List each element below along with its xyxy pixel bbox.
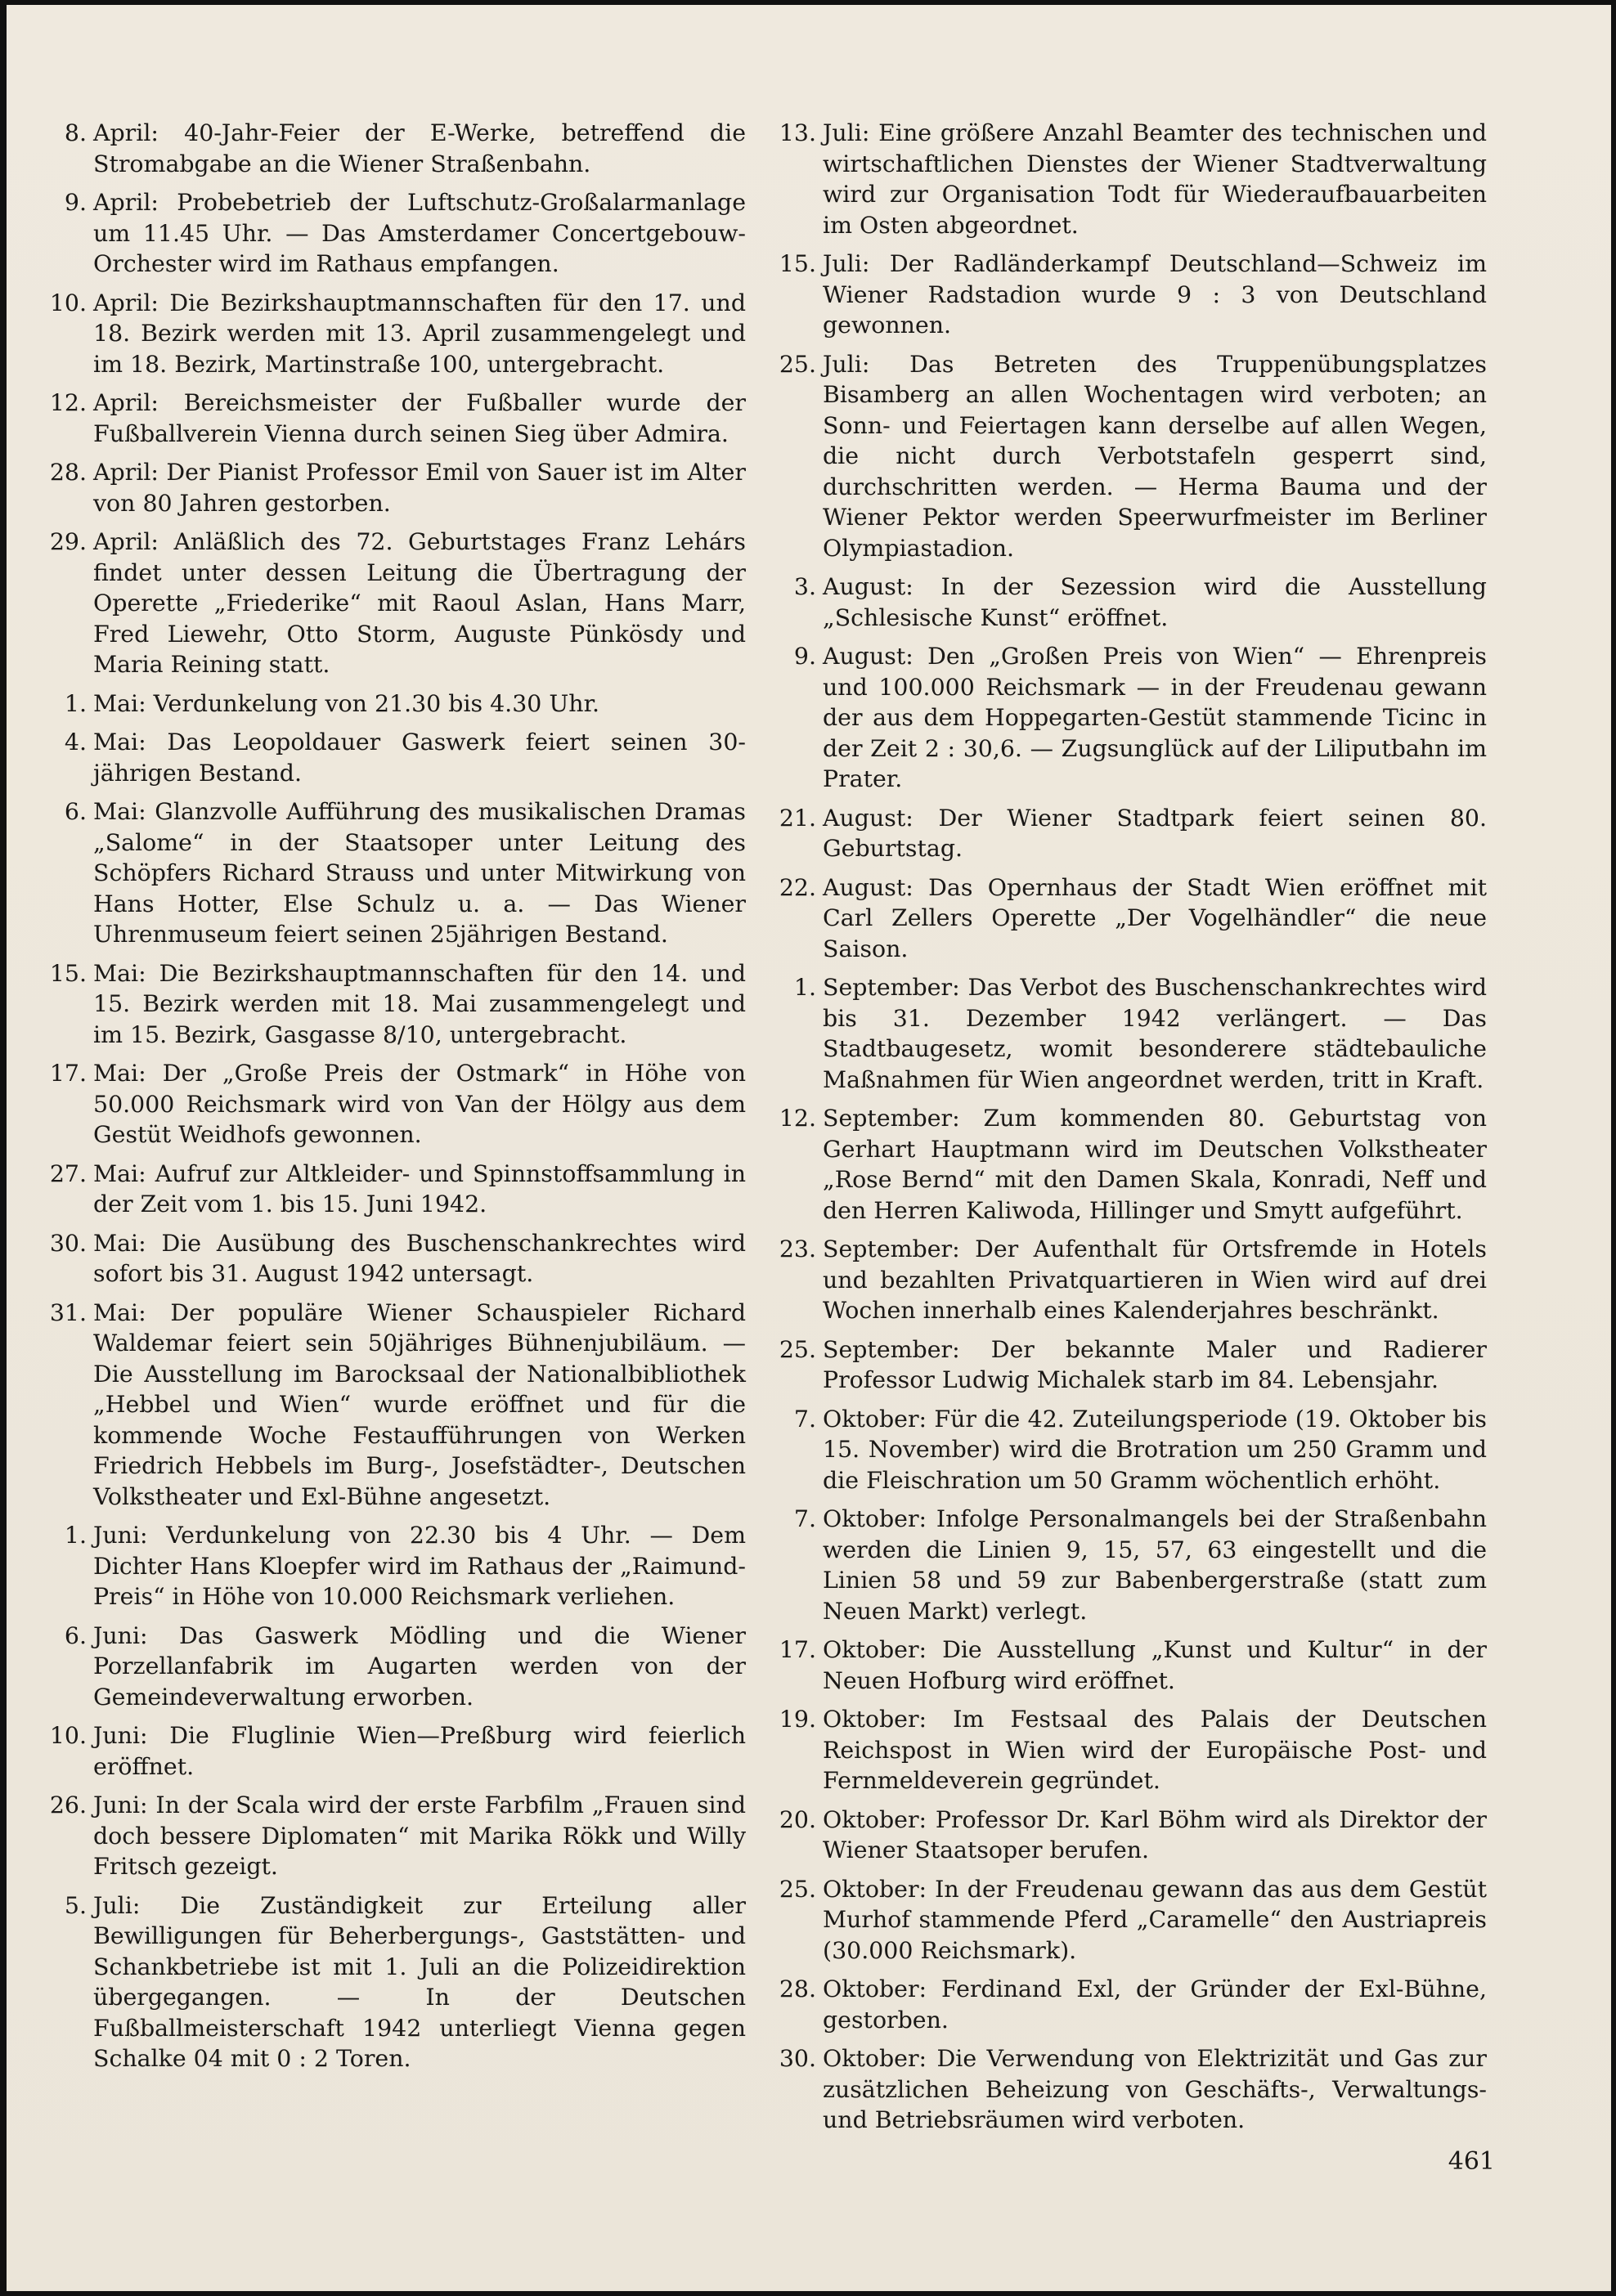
entry-day: 31. [49,1298,87,1326]
entry-text: Mai: Glanzvolle Aufführung des musikalischen Dramas „Salome“ in der Staatsoper unter Leitung des Schöpfers Richard Strauss und unter Mitwirkung von Hans Hotter, Else Schulz u. a. — Das Wiener Uhrenmuseum feiert seinen 25jährigen Bestand. [93,798,746,948]
chronicle-entry [46,1790,746,1882]
entry-day: 28. [779,1975,816,2002]
entry-text: Mai: Der „Große Preis der Ostmark“ in Höhe von 50.000 Reichsmark wird von Van der Hölgy aus dem Gestüt Weidhofs gewonnen. [93,1060,746,1148]
entry-day: 22. [779,873,816,901]
chronicle-entry [775,2043,1487,2136]
entry-day: 7. [793,1405,816,1433]
entry-day: 25. [779,1335,816,1363]
entry-text: August: Das Opernhaus der Stadt Wien eröffnet mit Carl Zellers Operette „Der Vogelhändler“ die neue Saison. [823,873,1487,962]
entry-text: September: Das Verbot des Buschenschankrechtes wird bis 31. Dezember 1942 verlängert. — Das Stadtbaugesetz, womit besonderere städtebauliche Maßnahmen für Wien angeordnet werden, tritt in Kraft. [823,974,1487,1093]
entry-text: Juni: Das Gaswerk Mödling und die Wiener Porzellanfabrik im Augarten werden von der Gemeindeverwaltung erworben. [93,1621,746,1711]
chronicle-entry [775,349,1487,564]
chronicle-entry [46,1159,746,1220]
entry-text: Oktober: Für die 42. Zuteilungsperiode (19. Oktober bis 15. November) wird die Brotration um 250 Gramm und die Fleischration um 50 Gramm wöchentlich erhöht. [823,1405,1487,1494]
entry-day: 20. [779,1805,816,1833]
chronicle-entry [46,1058,746,1150]
entry-day: 6. [64,798,87,825]
entry-day: 1. [64,1522,87,1549]
chronicle-entry [46,796,746,950]
chronicle-entry [46,388,746,449]
chronicle-entry [46,1720,746,1782]
page-number: 461 [1448,2147,1495,2176]
chronicle-entry [46,457,746,518]
entry-day: 19. [779,1706,816,1733]
entry-text: Mai: Aufruf zur Altkleider- und Spinnstoffsammlung in der Zeit vom 1. bis 15. Juni 1942. [93,1159,746,1218]
entry-text: Oktober: Die Verwendung von Elektrizität und Gas zur zusätzlichen Beheizung von Geschäfts-, Verwaltungs- und Betriebsräumen wird verboten. [823,2045,1487,2133]
chronicle-entry [775,641,1487,795]
entry-day: 1. [64,689,87,717]
entry-day: 5. [64,1891,87,1919]
entry-day: 25. [779,1875,816,1903]
chronicle-entry [775,1103,1487,1226]
chronicle-entry [46,288,746,380]
chronicle-entry [46,958,746,1051]
chronicle-entry [46,1298,746,1513]
entry-text: Mai: Verdunkelung von 21.30 bis 4.30 Uhr. [93,689,600,717]
entry-text: Juli: Die Zuständigkeit zur Erteilung aller Bewilligungen für Beherbergungs-, Gaststätten- und Schankbetriebe ist mit 1. Juli an die Polizeidirektion übergegangen. — In der Deutschen Fußballmeisterschaft 1942 unterliegt Vienna gegen Schalke 04 mit 0 : 2 Toren. [93,1891,746,2072]
entry-day: 29. [49,528,87,555]
chronicle-entry [775,803,1487,864]
entry-text: Juni: Verdunkelung von 22.30 bis 4 Uhr. — Dem Dichter Hans Kloepfer wird im Rathaus der „Raimund-Preis“ in Höhe von 10.000 Reichsmark verliehen. [93,1522,746,1610]
entry-text: Mai: Das Leopoldauer Gaswerk feiert seinen 30-jährigen Bestand. [93,729,746,787]
entry-text: September: Der Aufenthalt für Ortsfremde in Hotels und bezahlten Privatquartieren in Wien wird auf drei Wochen innerhalb eines Kalenderjahres beschränkt. [823,1235,1487,1324]
entry-day: 17. [49,1060,87,1087]
entry-text: Mai: Die Bezirkshauptmannschaften für den 14. und 15. Bezirk werden mit 18. Mai zusammengelegt und im 15. Bezirk, Gasgasse 8/10, untergebracht. [93,959,746,1048]
entry-text: Juli: Das Betreten des Truppenübungsplatzes Bisamberg an allen Wochentagen wird verboten; an Sonn- und Feiertagen kann derselbe auf allen Wegen, die nicht durch Verbotstafeln gesperrt sind, durchschritten werden. — Herma Bauma und der Wiener Pektor werden Speerwurfmeister im Berliner Olympiastadion. [823,350,1487,562]
entry-day: 8. [64,119,87,146]
entry-text: Oktober: Im Festsaal des Palais der Deutschen Reichspost in Wien wird der Europäische Post- und Fernmeldeverein gegründet. [823,1706,1487,1794]
chronicle-entry [775,1635,1487,1696]
chronicle-entry [775,1874,1487,1966]
entry-text: Mai: Der populäre Wiener Schauspieler Richard Waldemar feiert sein 50jähriges Bühnenjubiläum. — Die Ausstellung im Barocksaal der Nationalbibliothek „Hebbel und Wien“ wurde eröffnet und für die kommende Woche Festaufführungen von Werken Friedrich Hebbels im Burg-, Josefstädter-, Deutschen Volkstheater und Exl-Bühne angesetzt. [93,1298,746,1510]
entry-text: Oktober: Die Ausstellung „Kunst und Kultur“ in der Neuen Hofburg wird eröffnet. [823,1636,1487,1694]
entry-text: Juni: Die Fluglinie Wien—Preßburg wird feierlich eröffnet. [93,1722,746,1780]
entry-day: 23. [779,1235,816,1262]
entry-day: 15. [779,250,816,277]
chronicle-entry [46,187,746,280]
chronicle-entry [46,527,746,680]
entry-text: April: Bereichsmeister der Fußballer wurde der Fußballverein Vienna durch seinen Sieg über Admira. [93,389,746,447]
right-column [775,118,1487,2144]
entry-text: Juli: Der Radländerkampf Deutschland—Schweiz im Wiener Radstadion wurde 9 : 3 von Deutschland gewonnen. [823,250,1487,339]
chronicle-entry [775,249,1487,341]
chronicle-entry [775,1805,1487,1866]
chronicle-entry [46,1520,746,1612]
entry-day: 26. [49,1792,87,1818]
entry-day: 30. [49,1229,87,1257]
entry-text: Oktober: Professor Dr. Karl Böhm wird als Direktor der Wiener Staatsoper berufen. [823,1805,1487,1863]
entry-text: April: Der Pianist Professor Emil von Sauer ist im Alter von 80 Jahren gestorben. [93,459,746,517]
entry-text: Mai: Die Ausübung des Buschenschankrechtes wird sofort bis 31. August 1942 untersagt. [93,1229,746,1287]
entry-day: 30. [779,2045,816,2072]
entry-day: 7. [793,1505,816,1532]
entry-day: 17. [779,1636,816,1663]
entry-day: 12. [779,1105,816,1132]
entry-day: 27. [49,1159,87,1187]
entry-text: August: Den „Großen Preis von Wien“ — Ehrenpreis und 100.000 Reichsmark — in der Freudenau gewann der aus dem Hoppegarten-Gestüt stammende Ticinc in der Zeit 2 : 30,6. — Zugsunglück auf der Liliputbahn im Prater. [823,643,1487,792]
chronicle-entry [775,118,1487,240]
entry-text: September: Der bekannte Maler und Radierer Professor Ludwig Michalek starb im 84. Lebensjahr. [823,1335,1487,1393]
entry-day: 1. [793,974,816,1001]
chronicle-entry [775,1704,1487,1796]
chronicle-entry [775,972,1487,1095]
entry-day: 15. [49,959,87,987]
entry-text: April: Probebetrieb der Luftschutz-Großalarmanlage um 11.45 Uhr. — Das Amsterdamer Concertgebouw-Orchester wird im Rathaus empfangen. [93,189,746,277]
entry-day: 21. [779,804,816,832]
entry-text: September: Zum kommenden 80. Geburtstag von Gerhart Hauptmann wird im Deutschen Volkstheater „Rose Bernd“ mit den Damen Skala, Konradi, Neff und den Herren Kaliwoda, Hillinger und Smytt aufgeführt. [823,1105,1487,1224]
entry-text: August: Der Wiener Stadtpark feiert seinen 80. Geburtstag. [823,804,1487,862]
left-column [46,118,746,2083]
entry-day: 13. [779,119,816,146]
entry-text: Oktober: Infolge Personalmangels bei der Straßenbahn werden die Linien 9, 15, 57, 63 eingestellt und die Linien 58 und 59 zur Babenbergerstraße (statt zum Neuen Markt) verlegt. [823,1505,1487,1625]
entry-text: Juli: Eine größere Anzahl Beamter des technischen und wirtschaftlichen Dienstes der Wiener Stadtverwaltung wird zur Organisation Todt für Wiederaufbauarbeiten im Osten abgeordnet. [823,119,1487,239]
chronicle-entry [46,1621,746,1713]
entry-day: 28. [49,459,87,486]
entry-text: April: Die Bezirkshauptmannschaften für den 17. und 18. Bezirk werden mit 13. April zusammengelegt und im 18. Bezirk, Martinstraße 100, untergebracht. [93,289,746,378]
entry-day: 9. [64,189,87,216]
chronicle-entry [46,1890,746,2074]
chronicle-entry [775,1974,1487,2035]
chronicle-entry [775,1504,1487,1626]
chronicle-entry [775,1404,1487,1496]
entry-day: 10. [49,1722,87,1749]
entry-text: Oktober: Ferdinand Exl, der Gründer der Exl-Bühne, gestorben. [823,1975,1487,2034]
entry-text: Oktober: In der Freudenau gewann das aus dem Gestüt Murhof stammende Pferd „Caramelle“ den Austriapreis (30.000 Reichsmark). [823,1875,1487,1964]
chronicle-entry [775,1234,1487,1326]
entry-day: 25. [779,350,816,378]
chronicle-entry [775,872,1487,965]
chronicle-entry [46,688,746,720]
entry-day: 3. [793,573,816,600]
chronicle-entry [775,572,1487,633]
chronicle-entry [46,118,746,179]
entry-day: 12. [49,389,87,416]
entry-text: April: Anläßlich des 72. Geburtstages Franz Lehárs findet unter dessen Leitung die Übertragung der Operette „Friederike“ mit Raoul Aslan, Hans Marr, Fred Liewehr, Otto Storm, Auguste Pünkösdy und Maria Reining statt. [93,528,746,678]
entry-day: 4. [64,729,87,756]
entry-day: 10. [49,289,87,316]
entry-day: 6. [64,1621,87,1649]
entry-text: August: In der Sezession wird die Ausstellung „Schlesische Kunst“ eröffnet. [823,573,1487,631]
entry-text: April: 40-Jahr-Feier der E-Werke, betreffend die Stromabgabe an die Wiener Straßenbahn. [93,119,746,177]
chronicle-entry [775,1334,1487,1396]
entry-text: Juni: In der Scala wird der erste Farbfilm „Frauen sind doch bessere Diplomaten“ mit Marika Rökk und Willy Fritsch gezeigt. [93,1792,746,1880]
chronicle-entry [46,727,746,788]
entry-day: 9. [793,643,816,670]
chronicle-entry [46,1228,746,1289]
